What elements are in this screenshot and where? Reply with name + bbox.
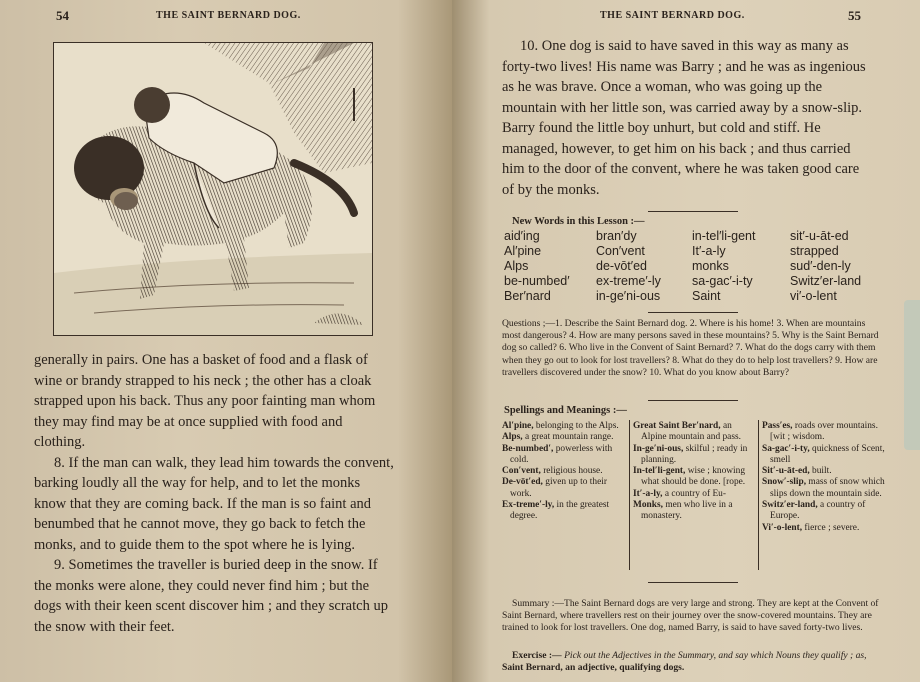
word-column (692, 229, 755, 304)
right-page (452, 0, 920, 682)
word: aid′ing (504, 229, 540, 243)
illustration-saint-bernard-dog (53, 42, 373, 336)
word: de-vōt′ed (596, 259, 647, 273)
word: Al′pine (504, 244, 542, 258)
spellings-heading: Spellings and Meanings :— (504, 405, 627, 416)
paragraph: 8. If the man can walk, they lead him towards the convent, barking loudly all the way for help, and to let the monks know that they are coming back. If the man is so faint and benumbed that he cannot move, they go back to fetch the monks, and to guide them to the spot where he is lying. (34, 454, 394, 553)
spelling-entry: Switz′er-land, a country of Europe. (762, 500, 866, 522)
word-column (790, 229, 861, 304)
new-words-list (504, 229, 884, 307)
dog-carrying-child-engraving (54, 43, 372, 335)
word: monks (692, 259, 729, 273)
word: Con′vent (596, 244, 645, 258)
spelling-entry: Alps, a great mountain range. (502, 432, 614, 443)
new-words-heading: New Words in this Lesson :— (512, 216, 645, 227)
paragraph: generally in pairs. One has a basket of food and a flask of wine or brandy strapped to his neck ; the other has a cloak strapped upon his back. Thus any poor fainting man whom they may find may be at once supplied with food and clothing. (34, 352, 376, 450)
spelling-entry: Con′vent, religious house. (502, 466, 603, 477)
word: sud′-den-ly (790, 259, 851, 273)
spelling-entry: Great Saint Ber′nard, an Alpine mountain and pass. (633, 421, 741, 443)
spellings-column (633, 421, 755, 523)
spelling-entry: Al′pine, belonging to the Alps. (502, 421, 619, 431)
word: Ber′nard (504, 289, 551, 303)
page-number: 55 (848, 8, 861, 23)
word: sit′-u-āt-ed (790, 229, 849, 243)
word: be-numbed′ (504, 274, 570, 288)
word: vi′-o-lent (790, 289, 837, 303)
spelling-entry: In-ge′ni-ous, skilful ; ready in planning. (633, 443, 748, 465)
spellings-column (762, 421, 886, 534)
paragraph-10: 10. One dog is said to have saved in this way as many as forty-two lives! His name was Barry ; and he was as ingenious as he was brave. Once a woman, who was going up the mountain with her little son, was carried away by a snow-slip. Barry found the little boy unhurt, but cold and stiff. He managed, however, to get him on his back ; and thus carried him to the door of the convent, where he was taken good care of by the monks. (502, 38, 866, 198)
word-column (596, 229, 661, 304)
questions: Questions ;—1. Describe the Saint Bernard dog. 2. Where is his home! 3. When are mountains most dangerous? 4. How are many persons saved in these mountains? 5. Why is the Saint Bernard dog so called? 6. Who live in the Convent of Saint Bernard? 7. What do the dogs carry with them when they go out to look for lost travellers? 8. What do they do to help lost travellers? 9. How are travellers discovered under the snow? 10. What do you know about Barry? (502, 318, 879, 378)
word: in-tel′li-gent (692, 229, 756, 243)
column-divider (629, 420, 630, 570)
word: Alps (504, 259, 529, 273)
summary: Summary :—The Saint Bernard dogs are very large and strong. They are kept at the Convent of Saint Bernard, where travellers rest on their journey over the snow-covered mountains. They are trained to look for lost travellers. One dog, named Barry, is said to have saved forty-two lives. (502, 598, 879, 634)
word: in-ge′ni-ous (596, 289, 661, 303)
spelling-entry: Be-numbed′, powerless with cold. (502, 443, 613, 465)
spelling-entry: Sa-gac′-i-ty, quickness of Scent, smell (762, 443, 885, 465)
word: Switz′er-land (790, 274, 862, 288)
word: It′-a-ly (692, 244, 726, 258)
page-tab (904, 300, 920, 450)
spelling-entry: Ex-treme′-ly, in the greatest degree. (502, 500, 610, 522)
spellings-column (502, 421, 626, 523)
word-column (504, 229, 570, 304)
divider (648, 400, 738, 401)
divider (648, 211, 738, 212)
word: strapped (790, 244, 839, 258)
word: Saint (692, 289, 721, 303)
spelling-entry: Sit′-u-āt-ed, built. (762, 466, 832, 477)
word: bran′dy (596, 229, 637, 243)
divider (648, 582, 738, 583)
spelling-entry: In-tel′li-gent, wise ; knowing what should be done. [rope. (633, 466, 746, 488)
left-body-text (34, 350, 394, 637)
column-divider (758, 420, 759, 570)
spelling-entry: De-vōt′ed, given up to their work. (502, 477, 607, 499)
word: sa-gac′-i-ty (692, 274, 753, 288)
page-number: 54 (56, 8, 69, 23)
word: ex-treme′-ly (596, 274, 661, 288)
running-head: THE SAINT BERNARD DOG. (156, 10, 301, 21)
left-page (0, 0, 452, 682)
spelling-entry: Snow′-slip, mass of snow which slips down the mountain side. (762, 477, 885, 499)
running-head: THE SAINT BERNARD DOG. (600, 10, 745, 21)
exercise (502, 650, 886, 674)
spelling-entry: Pass′es, roads over mountains. [wit ; wisdom. (762, 421, 878, 443)
exercise-label: Exercise :— (512, 650, 562, 661)
spelling-entry: Vi′-o-lent, fierce ; severe. (762, 522, 860, 533)
spelling-entry: It′-a-ly, a country of Eu- (633, 488, 726, 499)
divider (648, 312, 738, 313)
exercise-instruction: Pick out the Adjectives in the Summary, and say which Nouns they qualify ; as, (564, 650, 867, 661)
paragraph: 9. Sometimes the traveller is buried deep in the snow. If the monks were alone, they could never find him ; but the dogs with their keen scent discover him ; and they scratch up the snow with their feet. (34, 557, 388, 635)
exercise-example: Saint Bernard, an adjective, qualifying dogs. (502, 662, 685, 674)
spelling-entry: Monks, men who live in a monastery. (633, 500, 733, 522)
